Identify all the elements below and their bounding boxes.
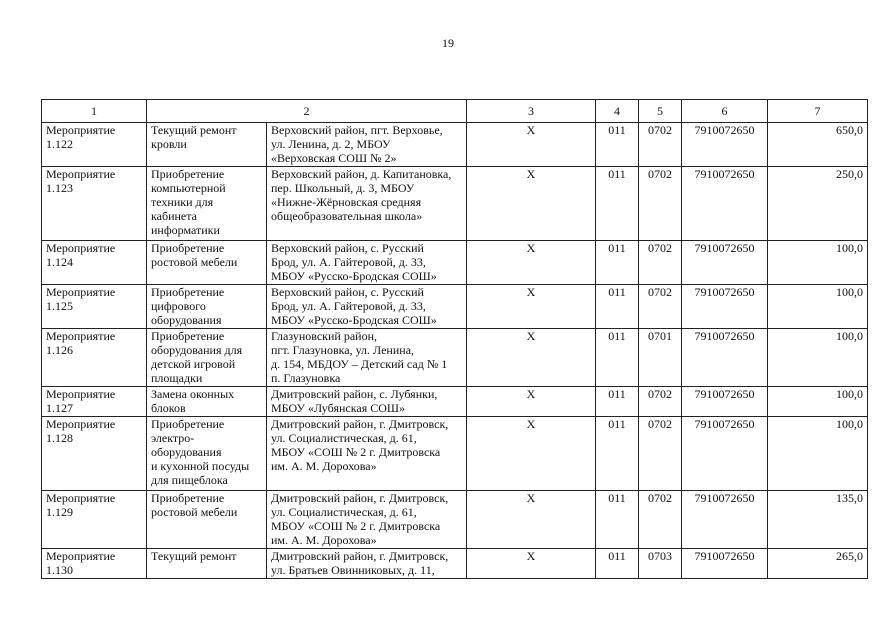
event-name-cell: Текущий ремонт (147, 549, 267, 579)
table-row (42, 167, 868, 241)
target-code-cell: 7910072650 (682, 167, 768, 241)
address-cell: Дмитровский район, г. Дмитровск, ул. Братьев Овинниковых, д. 11, (267, 549, 467, 579)
address-cell: Верховский район, пгт. Верховье, ул. Ленина, д. 2, МБОУ «Верховская СОШ № 2» (267, 123, 467, 167)
event-id-cell: Мероприятие 1.125 (42, 285, 147, 329)
amount-cell: 100,0 (768, 285, 868, 329)
admin-code-cell: 011 (596, 417, 639, 491)
table-row (42, 241, 868, 285)
header-col-4: 4 (596, 100, 639, 123)
section-code-cell: 0702 (639, 491, 682, 549)
event-name-cell: Приобретение ростовой мебели (147, 241, 267, 285)
admin-code-cell: 011 (596, 549, 639, 579)
address-cell: Верховский район, д. Капитановка, пер. Школьный, д. 3, МБОУ «Нижне-Жёрновская средняя общеобразовательная школа» (267, 167, 467, 241)
header-col-2: 2 (147, 100, 467, 123)
section-code-cell: 0701 (639, 329, 682, 387)
amount-cell: 265,0 (768, 549, 868, 579)
address-cell: Глазуновский район, пгт. Глазуновка, ул. Ленина, д. 154, МБДОУ – Детский сад № 1 п. Глазуновка (267, 329, 467, 387)
table-row (42, 549, 868, 579)
header-col-1: 1 (42, 100, 147, 123)
section-code-cell: 0703 (639, 549, 682, 579)
amount-cell: 100,0 (768, 329, 868, 387)
address-cell: Дмитровский район, г. Дмитровск, ул. Социалистическая, д. 61, МБОУ «СОШ № 2 г. Дмитровска им. А. М. Дорохова» (267, 491, 467, 549)
target-code-cell: 7910072650 (682, 491, 768, 549)
target-code-cell: 7910072650 (682, 549, 768, 579)
event-id-cell: Мероприятие 1.124 (42, 241, 147, 285)
table-row (42, 491, 868, 549)
admin-code-cell: 011 (596, 329, 639, 387)
target-code-cell: 7910072650 (682, 329, 768, 387)
event-id-cell: Мероприятие 1.123 (42, 167, 147, 241)
header-col-5: 5 (639, 100, 682, 123)
event-id-cell: Мероприятие 1.130 (42, 549, 147, 579)
event-id-cell: Мероприятие 1.126 (42, 329, 147, 387)
address-cell: Дмитровский район, с. Лубянки, МБОУ «Лубянская СОШ» (267, 387, 467, 417)
table-row (42, 123, 868, 167)
mark-cell: Х (467, 241, 596, 285)
event-name-cell: Приобретение оборудования для детской игровой площадки (147, 329, 267, 387)
event-id-cell: Мероприятие 1.127 (42, 387, 147, 417)
page-number: 19 (442, 36, 454, 50)
mark-cell: Х (467, 491, 596, 549)
amount-cell: 100,0 (768, 241, 868, 285)
amount-cell: 100,0 (768, 387, 868, 417)
target-code-cell: 7910072650 (682, 387, 768, 417)
mark-cell: Х (467, 417, 596, 491)
amount-cell: 250,0 (768, 167, 868, 241)
header-col-7: 7 (768, 100, 868, 123)
mark-cell: Х (467, 329, 596, 387)
mark-cell: Х (467, 387, 596, 417)
header-col-3: 3 (467, 100, 596, 123)
event-name-cell: Замена оконных блоков (147, 387, 267, 417)
admin-code-cell: 011 (596, 387, 639, 417)
address-cell: Верховский район, с. Русский Брод, ул. А. Гайтеровой, д. 33, МБОУ «Русско-Бродская СОШ» (267, 241, 467, 285)
budget-table (41, 99, 868, 579)
admin-code-cell: 011 (596, 241, 639, 285)
target-code-cell: 7910072650 (682, 123, 768, 167)
event-id-cell: Мероприятие 1.128 (42, 417, 147, 491)
target-code-cell: 7910072650 (682, 417, 768, 491)
amount-cell: 100,0 (768, 417, 868, 491)
section-code-cell: 0702 (639, 167, 682, 241)
mark-cell: Х (467, 123, 596, 167)
section-code-cell: 0702 (639, 387, 682, 417)
section-code-cell: 0702 (639, 285, 682, 329)
admin-code-cell: 011 (596, 167, 639, 241)
mark-cell: Х (467, 167, 596, 241)
admin-code-cell: 011 (596, 285, 639, 329)
table-row (42, 285, 868, 329)
target-code-cell: 7910072650 (682, 241, 768, 285)
event-name-cell: Приобретение электро- оборудования и кухонной посуды для пищеблока (147, 417, 267, 491)
table-row (42, 387, 868, 417)
table-row (42, 329, 868, 387)
header-row (42, 100, 868, 123)
mark-cell: Х (467, 285, 596, 329)
table-body (42, 123, 868, 579)
event-name-cell: Приобретение цифрового оборудования (147, 285, 267, 329)
address-cell: Верховский район, с. Русский Брод, ул. А. Гайтеровой, д. 33, МБОУ «Русско-Бродская СОШ» (267, 285, 467, 329)
mark-cell: Х (467, 549, 596, 579)
section-code-cell: 0702 (639, 417, 682, 491)
target-code-cell: 7910072650 (682, 285, 768, 329)
event-id-cell: Мероприятие 1.122 (42, 123, 147, 167)
amount-cell: 135,0 (768, 491, 868, 549)
admin-code-cell: 011 (596, 123, 639, 167)
section-code-cell: 0702 (639, 241, 682, 285)
header-col-6: 6 (682, 100, 768, 123)
admin-code-cell: 011 (596, 491, 639, 549)
event-name-cell: Приобретение ростовой мебели (147, 491, 267, 549)
event-name-cell: Текущий ремонт кровли (147, 123, 267, 167)
event-name-cell: Приобретение компьютерной техники для кабинета информатики (147, 167, 267, 241)
address-cell: Дмитровский район, г. Дмитровск, ул. Социалистическая, д. 61, МБОУ «СОШ № 2 г. Дмитровска им. А. М. Дорохова» (267, 417, 467, 491)
event-id-cell: Мероприятие 1.129 (42, 491, 147, 549)
table-row (42, 417, 868, 491)
section-code-cell: 0702 (639, 123, 682, 167)
amount-cell: 650,0 (768, 123, 868, 167)
